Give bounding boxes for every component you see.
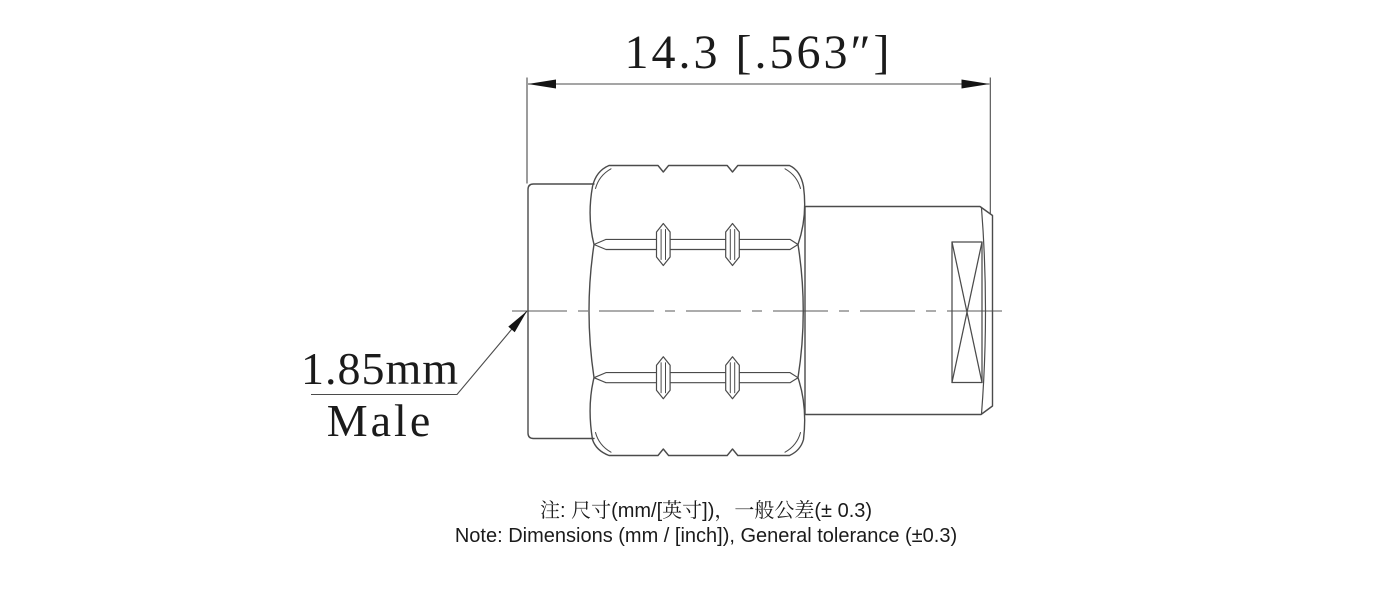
hex-face-boundary-upper [594, 239, 798, 249]
dimension-arrow-left-icon [528, 80, 556, 89]
note-english: Note: Dimensions (mm / [inch]), General tolerance (±0.3) [454, 525, 958, 547]
dimension-arrow-right-icon [962, 80, 990, 89]
tolerance-notes [6, 498, 1400, 548]
dimension-label: 14.3 [.563″] [624, 26, 893, 79]
part-label-size: 1.85mm [300, 343, 460, 394]
leader-arrow-icon [508, 311, 527, 332]
hex-face-boundary-lower [594, 373, 798, 383]
note-chinese: 注: 尺寸(mm/[英寸])，一般公差(± 0.3) [539, 500, 873, 522]
dimension-annotation [527, 78, 990, 214]
part-label-gender: Male [326, 395, 434, 446]
crosshatch-section [952, 242, 982, 383]
